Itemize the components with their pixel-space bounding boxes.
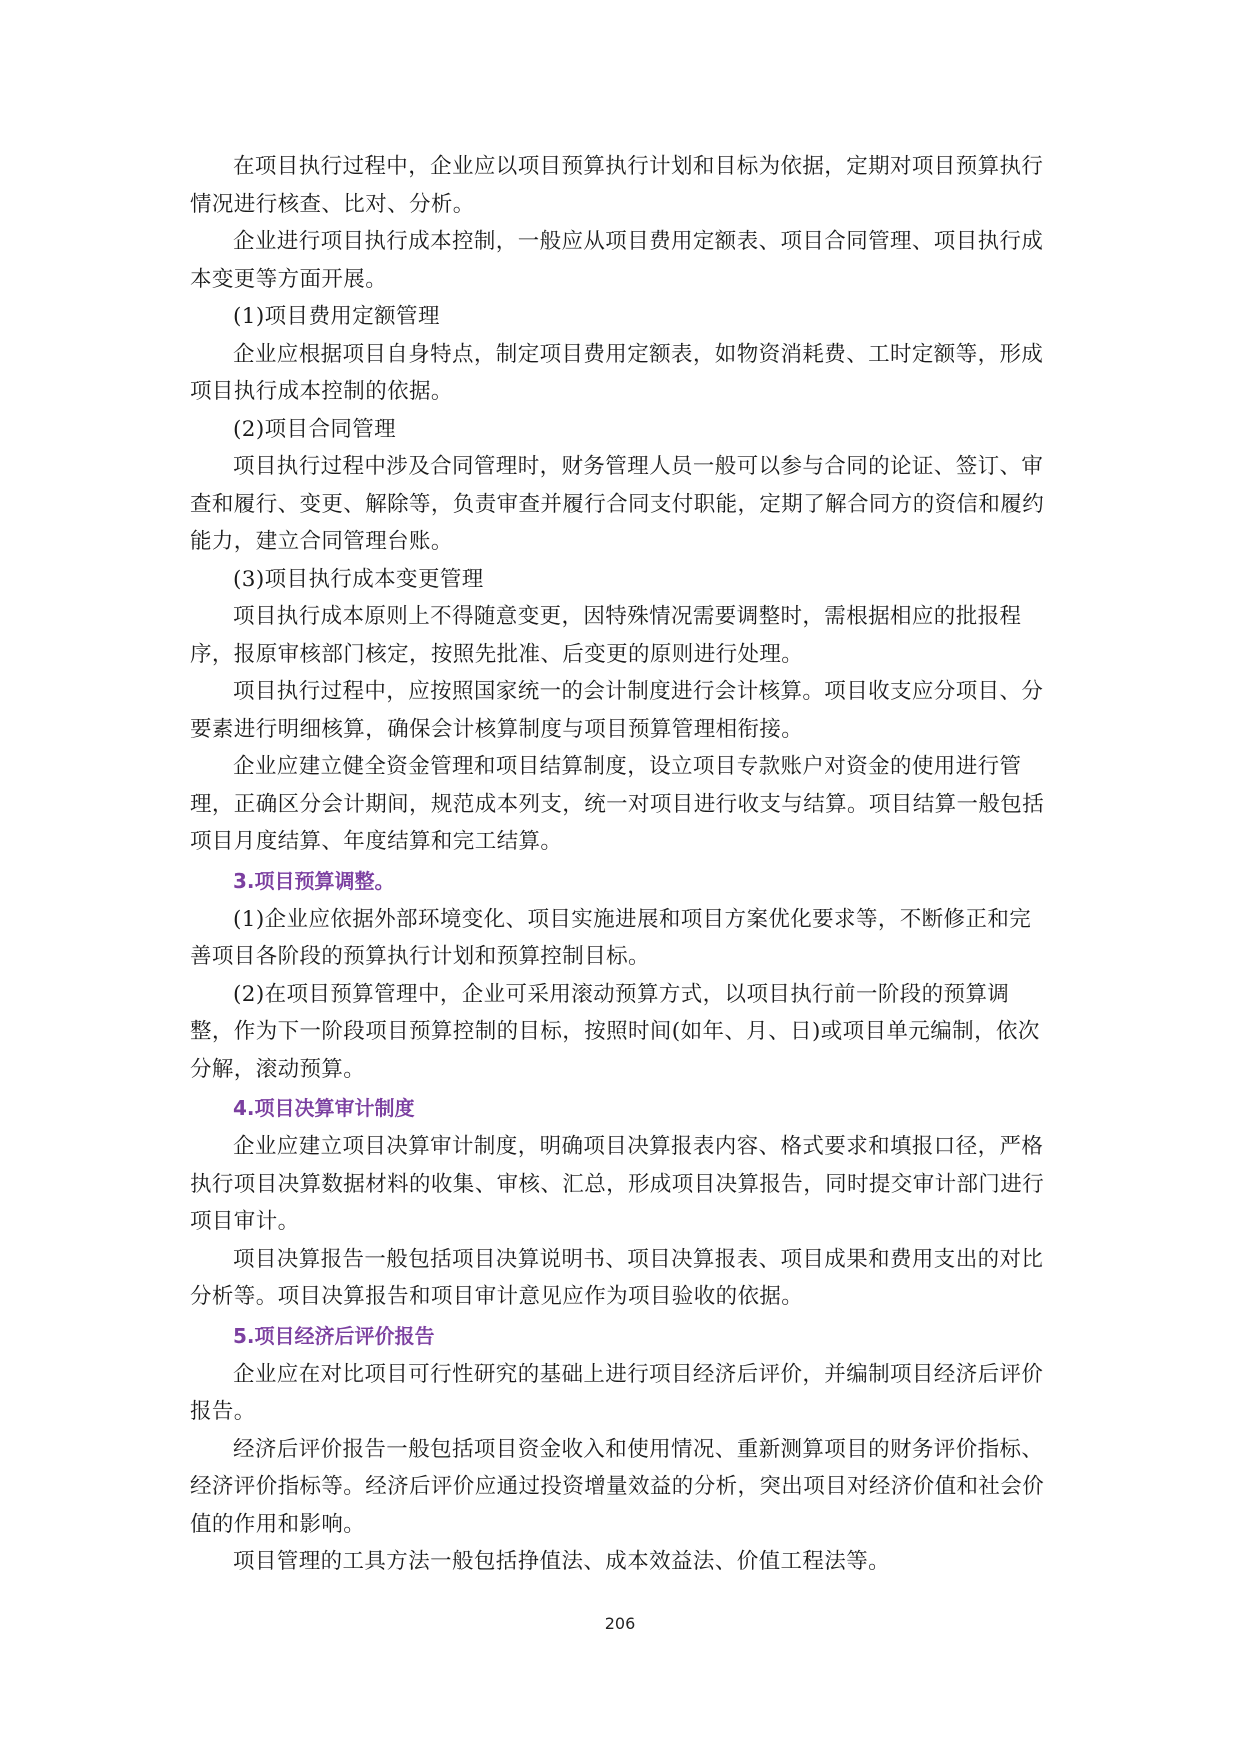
section-heading-3: 3.项目预算调整。 [233,868,395,893]
body-paragraph: 企业应在对比项目可行性研究的基础上进行项目经济后评价，并编制项目经济后评价报告。 [190,1361,1044,1424]
section-heading-5: 5.项目经济后评价报告 [233,1323,435,1348]
body-paragraph: 企业进行项目执行成本控制，一般应从项目费用定额表、项目合同管理、项目执行成本变更等方面开展。 [190,229,1044,292]
body-paragraph: 企业应建立健全资金管理和项目结算制度，设立项目专款账户对资金的使用进行管理，正确区分会计期间，规范成本列支，统一对项目进行收支与结算。项目结算一般包括项目月度结算、年度结算和完工结算。 [190,754,1045,854]
page-body [190,148,1050,1581]
section-heading-4: 4.项目决算审计制度 [233,1096,415,1120]
body-paragraph: (2)在项目预算管理中，企业可采用滚动预算方式，以项目执行前一阶段的预算调整，作为下一阶段项目预算控制的目标，按照时间(如年、月、日)或项目单元编制，依次分解，滚动预算。 [190,981,1040,1082]
page-number: 206 [604,1614,636,1633]
body-paragraph: 经济后评价报告一般包括项目资金收入和使用情况、重新测算项目的财务评价指标、经济评价指标等。经济后评价应通过投资增量效益的分析，突出项目对经济价值和社会价值的作用和影响。 [190,1436,1045,1537]
subheading-2: (2)项目合同管理 [233,416,397,442]
body-paragraph: 企业应根据项目自身特点，制定项目费用定额表，如物资消耗费、工时定额等，形成项目执行成本控制的依据。 [190,341,1044,404]
body-paragraph: 项目决算报告一般包括项目决算说明书、项目决算报表、项目成果和费用支出的对比分析等。项目决算报告和项目审计意见应作为项目验收的依据。 [190,1246,1044,1309]
subheading-3: (3)项目执行成本变更管理 [233,566,484,592]
body-paragraph: 项目管理的工具方法一般包括挣值法、成本效益法、价值工程法等。 [233,1549,891,1574]
body-paragraph: 项目执行成本原则上不得随意变更，因特殊情况需要调整时，需根据相应的批报程序，报原审核部门核定，按照先批准、后变更的原则进行处理。 [190,604,1022,667]
body-paragraph: (1)企业应依据外部环境变化、项目实施进展和项目方案优化要求等，不断修正和完善项目各阶段的预算执行计划和预算控制目标。 [190,906,1032,969]
body-paragraph: 项目执行过程中，应按照国家统一的会计制度进行会计核算。项目收支应分项目、分要素进行明细核算，确保会计核算制度与项目预算管理相衔接。 [190,679,1044,742]
body-paragraph: 在项目执行过程中，企业应以项目预算执行计划和目标为依据，定期对项目预算执行情况进行核查、比对、分析。 [190,154,1044,217]
body-paragraph: 项目执行过程中涉及合同管理时，财务管理人员一般可以参与合同的论证、签订、审查和履行、变更、解除等，负责审查并履行合同支付职能，定期了解合同方的资信和履约能力，建立合同管理台账。 [190,454,1045,554]
body-paragraph: 企业应建立项目决算审计制度，明确项目决算报表内容、格式要求和填报口径，严格执行项目决算数据材料的收集、审核、汇总，形成项目决算报告，同时提交审计部门进行项目审计。 [190,1134,1045,1234]
subheading-1: (1)项目费用定额管理 [233,304,440,329]
